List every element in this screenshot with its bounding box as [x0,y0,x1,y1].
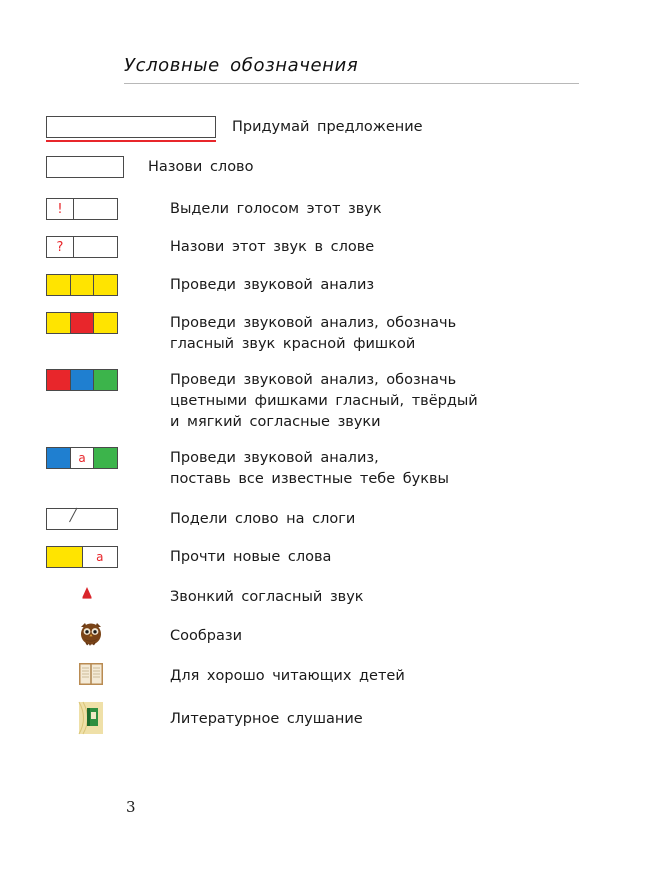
legend-row [46,116,606,142]
legend-row [46,546,606,568]
legend-list [46,112,606,735]
cell-letter: а [83,547,118,567]
open-book-icon [46,661,124,687]
legend-text: Выдели голосом этот звук [170,201,382,217]
legend-row [46,156,606,178]
exclamation-mark: ! [47,199,74,219]
medium-empty-box-icon [46,156,124,178]
box-with-exclamation-mark-icon [46,198,124,220]
legend-row [46,198,606,220]
legend-text: Придумай предложение [232,119,423,135]
legend-text: Проведи звуковой анализ [170,277,375,293]
legend-text: Сообрази [170,628,243,644]
legend-row [46,447,606,490]
legend-row [46,661,606,687]
green-book-icon [46,701,124,735]
legend-text: Проведи звуковой анализ, обозначь гласный звук красной фишкой [170,315,457,352]
page-title: Условные обозначения [124,55,359,76]
legend-text: Проведи звуковой анализ, поставь все известные тебе буквы [170,450,449,487]
long-box-with-red-underline-icon [46,116,124,142]
question-mark: ? [47,237,74,257]
page-number: 3 [126,798,136,816]
legend-text: Подели слово на слоги [170,511,356,527]
owl-icon [46,622,124,646]
legend-text: Назови этот звук в слове [170,239,375,255]
legend-text: Для хорошо читающих детей [170,668,405,684]
legend-text: Проведи звуковой анализ, обозначь цветными фишками гласный, твёрдый и мягкий согласные звуки [170,372,478,430]
legend-text: Звонкий согласный звук [170,589,364,605]
legend-row [46,586,606,608]
legend-row [46,508,606,530]
title-divider [124,83,579,84]
syllable-divider-box-icon [46,508,124,530]
page-title-block [124,55,584,84]
legend-row [46,622,606,647]
legend-row [46,236,606,258]
legend-row [46,369,606,433]
yellow-letter-cells-strip-icon [46,546,124,568]
red-bell-icon [46,586,124,602]
red-blue-green-cells-strip-icon [46,369,124,391]
legend-text: Назови слово [148,159,254,175]
box-with-question-mark-icon [46,236,124,258]
legend-row [46,701,606,735]
legend-row [46,312,606,355]
legend-text: Прочти новые слова [170,549,332,565]
three-yellow-cells-strip-icon [46,274,124,296]
legend-row [46,274,606,296]
yellow-red-yellow-cells-strip-icon [46,312,124,334]
legend-text: Литературное слушание [170,711,363,727]
blue-letter-green-cells-strip-icon [46,447,124,469]
cell-letter: а [71,448,95,468]
